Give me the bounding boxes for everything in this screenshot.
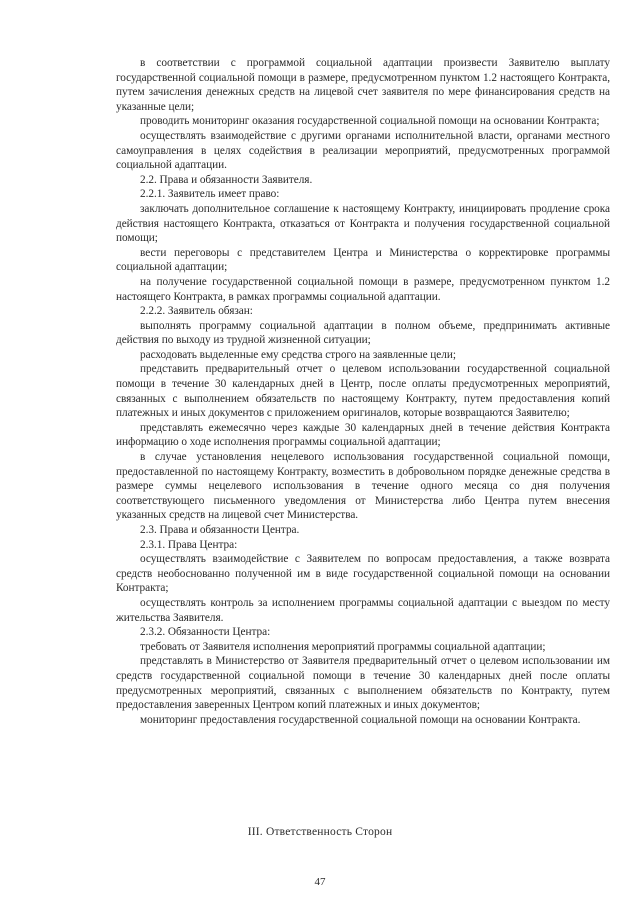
paragraph: представить предварительный отчет о целевом использовании государственной социальной помощи в течение 30 календарных дней в Центр, после оплаты предусмотренных мероприятий, связанных с выполнением обязательств по настоящему Контракту, путем предоставления копий платежных и иных документов с приложением оригиналов, которые возвращаются Заявителю;	[116, 363, 610, 420]
paragraph: проводить мониторинг оказания государственной социальной помощи на основании Контракта;	[140, 115, 600, 128]
subsection-heading: 2.3.1. Права Центра:	[140, 538, 238, 551]
subsection-heading: 2.2.2. Заявитель обязан:	[140, 305, 253, 318]
subsection-heading: 2.3.2. Обязанности Центра:	[140, 626, 271, 639]
paragraph: осуществлять контроль за исполнением программы социальной адаптации с выездом по месту жительства Заявителя.	[116, 596, 610, 624]
paragraph: заключать дополнительное соглашение к настоящему Контракту, инициировать продление срока действия настоящего Контракта, отказаться от Контракта и получения государственной социальной помощи;	[116, 202, 610, 245]
paragraph: представлять в Министерство от Заявителя предварительный отчет о целевом использовании им средств государственной социальной помощи в течение 30 календарных дней после оплаты предусмотренных мероприятий, связанных с выполнением обязательств по Контракту, путем предоставления заверенных Центром копий платежных и иных документов;	[116, 655, 610, 712]
page-number: 47	[314, 876, 326, 888]
paragraph: в случае установления нецелевого использования государственной социальной помощи, предоставленной по настоящему Контракту, возместить в добровольном порядке денежные средства в размере суммы нецелевого использования в течение одного месяца со дня получения соответствующего письменного уведомления от Министерства либо Центра путем внесения указанных средств на лицевой счет Министерства.	[116, 451, 610, 522]
paragraph: расходовать выделенные ему средства строго на заявленные цели;	[140, 348, 456, 361]
subsection-heading: 2.3. Права и обязанности Центра.	[140, 524, 300, 536]
paragraph: на получение государственной социальной помощи в размере, предусмотренном пунктом 1.2 настоящего Контракта, в рамках программы социальной адаптации.	[116, 275, 610, 303]
paragraph: выполнять программу социальной адаптации в полном объеме, предпринимать активные действия по выходу из трудной жизненной ситуации;	[116, 319, 610, 347]
subsection-heading: 2.2. Права и обязанности Заявителя.	[140, 173, 313, 186]
subsection-heading: 2.2.1. Заявитель имеет право:	[140, 188, 280, 201]
paragraph: вести переговоры с представителем Центра и Министерства о корректировке программы социальной адаптации;	[116, 246, 610, 274]
paragraph: в соответствии с программой социальной адаптации произвести Заявителю выплату государственной социальной помощи в размере, предусмотренном пунктом 1.2 настоящего Контракта, путем зачисления денежных средств на лицевой счет заявителя по мере финансирования средств на указанные цели;	[116, 57, 610, 113]
paragraph: представлять ежемесячно через каждые 30 календарных дней в течение действия Контракта информацию о ходе исполнения программы социальной адаптации;	[116, 421, 610, 449]
paragraph: осуществлять взаимодействие с Заявителем по вопросам предоставления, а также возврата средств необоснованно полученной им в виде государственной социальной помощи на основании Контракта;	[116, 553, 610, 595]
paragraph: требовать от Заявителя исполнения мероприятий программы социальной адаптации;	[140, 640, 546, 653]
paragraph: осуществлять взаимодействие с другими органами исполнительной власти, органами местного самоуправления в целях содействия в реализации мероприятий, предусмотренных программой социальной адаптации.	[116, 129, 610, 172]
section-title: III. Ответственность Сторон	[247, 826, 393, 838]
document-body	[116, 56, 610, 727]
paragraph: мониторинг предоставления государственной социальной помощи на основании Контракта.	[140, 713, 581, 726]
